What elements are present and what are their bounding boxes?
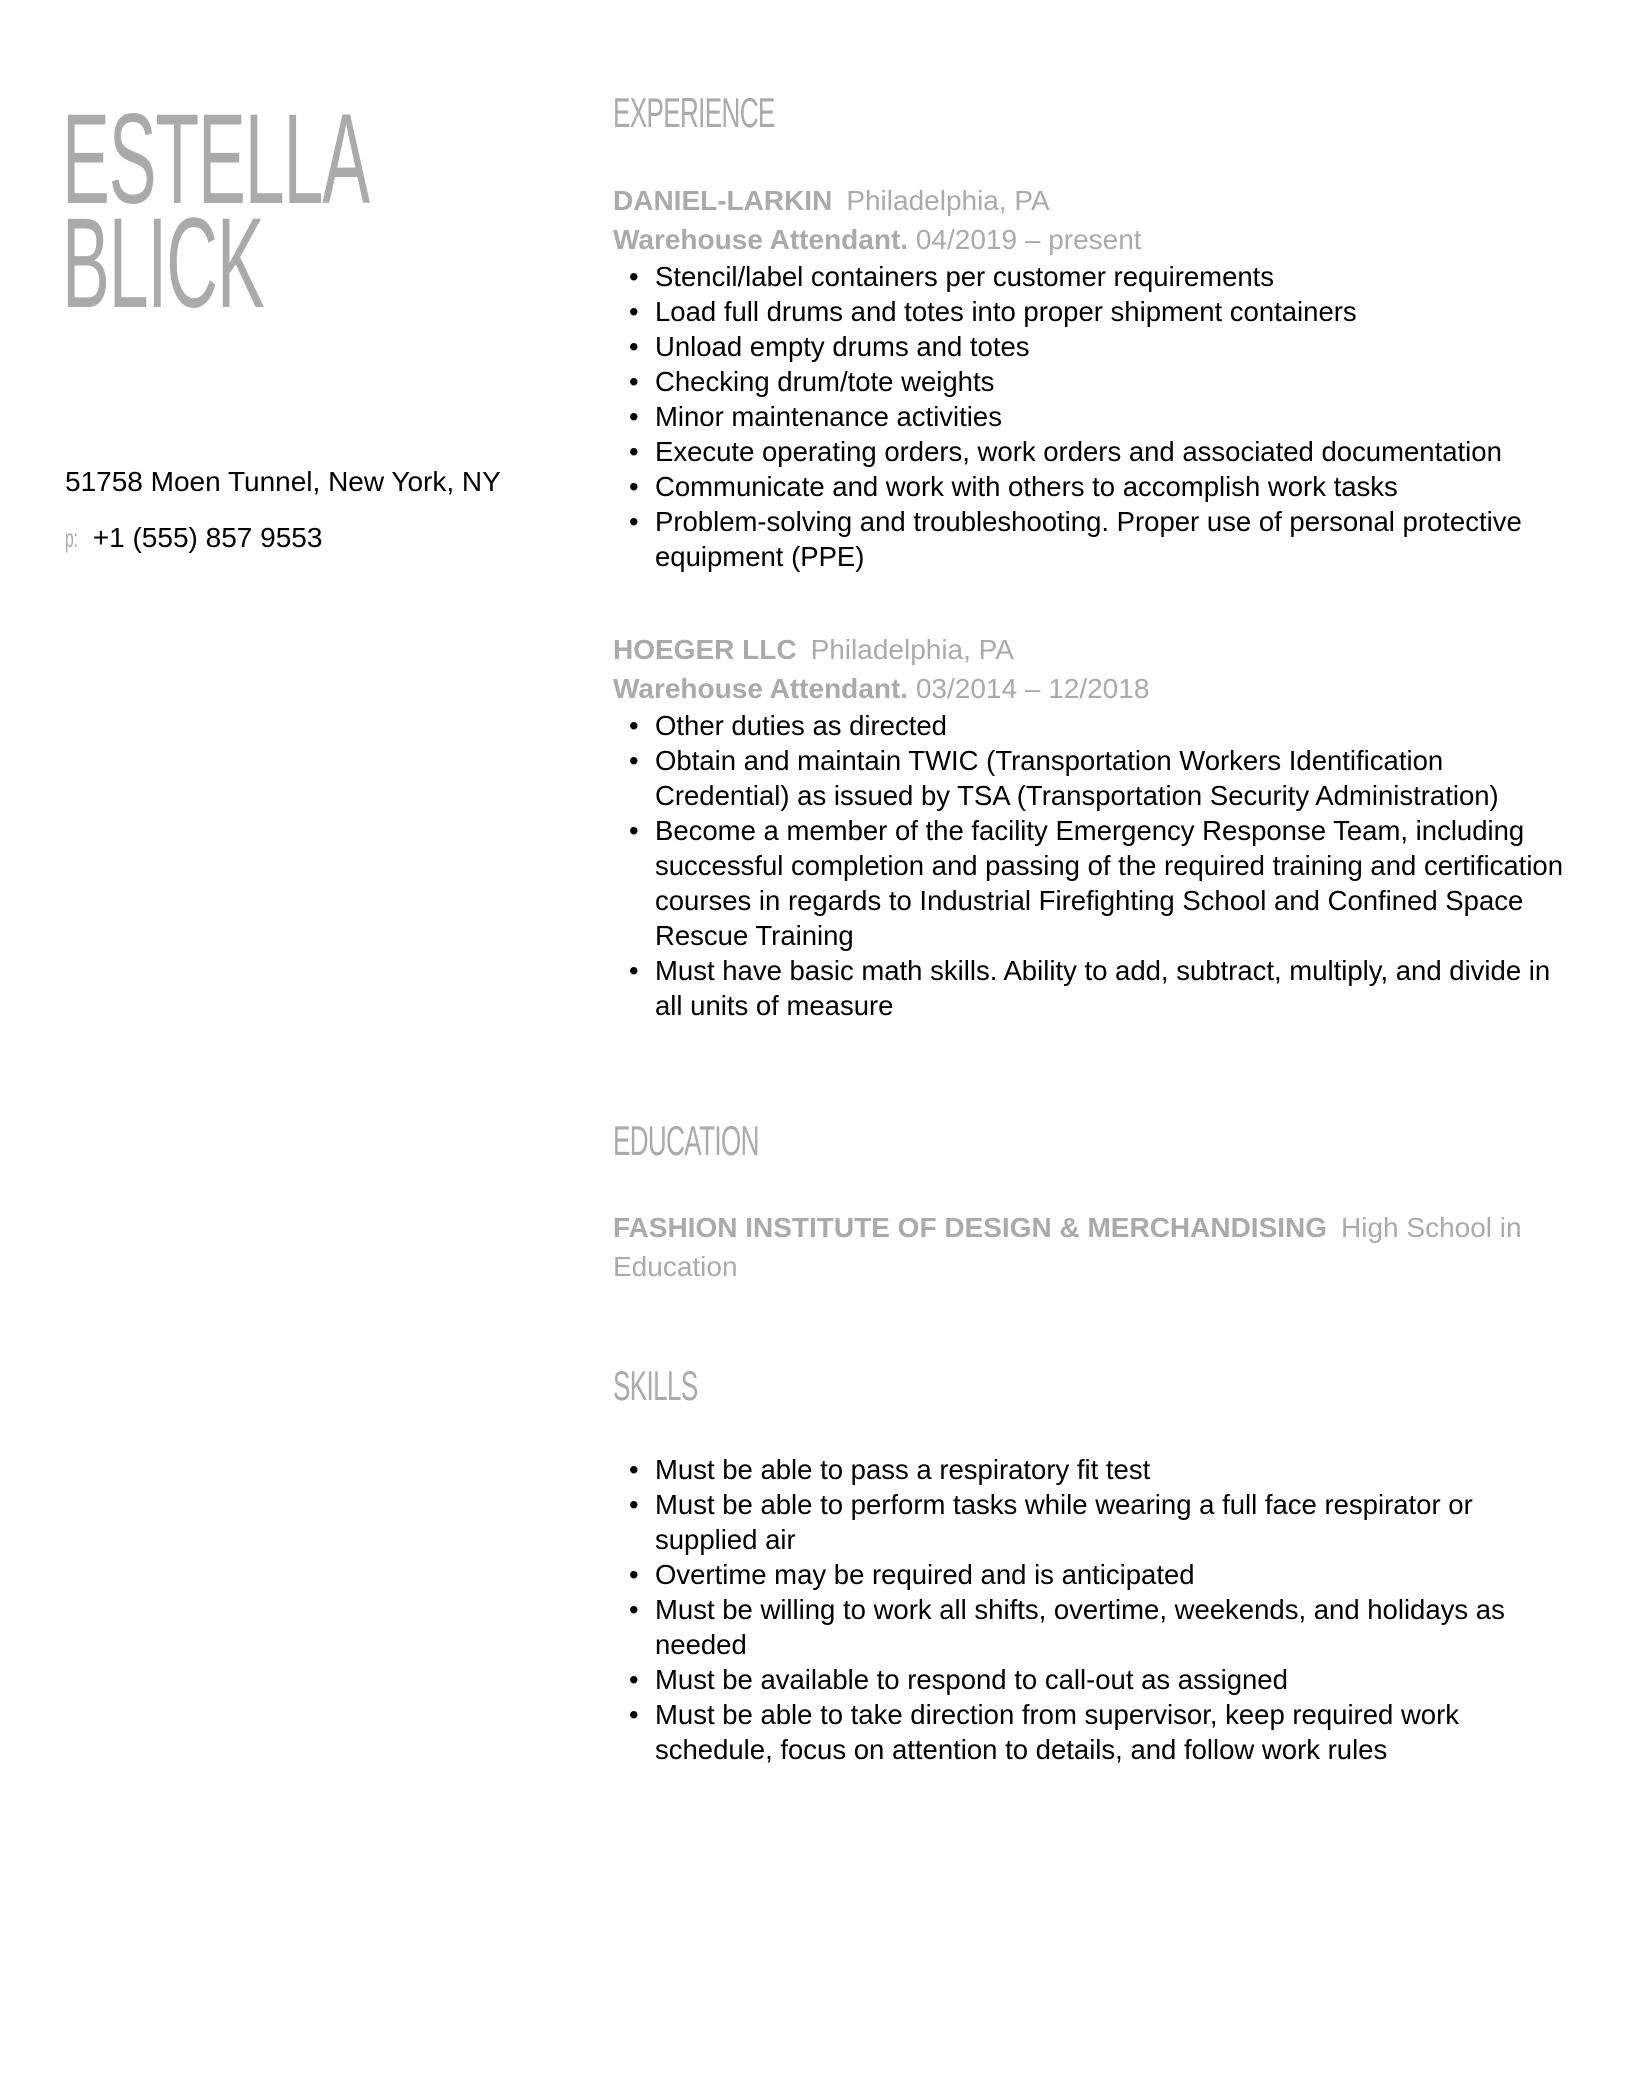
bullet: • Must have basic math skills. Ability to add, subtract, multiply, and divide in all units of measure <box>655 953 1573 1023</box>
name-first: ESTELLA <box>62 88 369 231</box>
job-dates: 04/2019 – present <box>915 224 1142 255</box>
company-location: Philadelphia, PA <box>846 185 1050 216</box>
degree: High School in Education <box>613 1212 1522 1282</box>
education-entry <box>613 1208 1563 1286</box>
bullet: • Other duties as directed <box>655 708 1573 743</box>
job-bullets <box>613 708 1573 1023</box>
job-dates: 03/2014 – 12/2018 <box>915 673 1150 704</box>
skill-item: • Must be willing to work all shifts, overtime, weekends, and holidays as needed <box>655 1592 1573 1662</box>
skills-heading: SKILLS <box>613 1362 698 1409</box>
company-name: HOEGER LLC <box>613 634 797 665</box>
skill-item: • Must be able to perform tasks while wearing a full face respirator or supplied air <box>655 1487 1573 1557</box>
job-entry <box>613 630 1573 1023</box>
school-name: FASHION INSTITUTE OF DESIGN & MERCHANDISING <box>613 1212 1328 1243</box>
job-entry <box>613 181 1573 574</box>
bullet: • Communicate and work with others to accomplish work tasks <box>655 469 1573 504</box>
bullet: • Unload empty drums and totes <box>655 329 1573 364</box>
company-row <box>613 181 1573 220</box>
skills-list <box>613 1452 1573 1767</box>
company-row <box>613 630 1573 669</box>
role-row <box>613 669 1573 708</box>
name-last: BLICK <box>62 192 264 335</box>
bullet: • Obtain and maintain TWIC (Transportation Workers Identification Credential) as issued by TSA (Transportation Security Administration) <box>655 743 1573 813</box>
education-heading: EDUCATION <box>613 1117 759 1164</box>
bullet: • Stencil/label containers per customer requirements <box>655 259 1573 294</box>
bullet: • Checking drum/tote weights <box>655 364 1573 399</box>
skill-item: • Overtime may be required and is anticipated <box>655 1557 1573 1592</box>
phone-label: p: <box>65 523 79 553</box>
bullet: • Problem-solving and troubleshooting. Proper use of personal protective equipment (PPE) <box>655 504 1573 574</box>
phone-number: +1 (555) 857 9553 <box>92 522 323 553</box>
company-location: Philadelphia, PA <box>810 634 1014 665</box>
company-name: DANIEL-LARKIN <box>613 185 833 216</box>
skill-item: • Must be able to pass a respiratory fit test <box>655 1452 1573 1487</box>
skill-item: • Must be available to respond to call-out as assigned <box>655 1662 1573 1697</box>
job-title: Warehouse Attendant. <box>613 673 909 704</box>
job-title: Warehouse Attendant. <box>613 224 909 255</box>
phone-row <box>65 522 322 554</box>
role-row <box>613 220 1573 259</box>
bullet: • Minor maintenance activities <box>655 399 1573 434</box>
bullet: • Execute operating orders, work orders and associated documentation <box>655 434 1573 469</box>
address: 51758 Moen Tunnel, New York, NY <box>65 466 501 497</box>
bullet: • Load full drums and totes into proper shipment containers <box>655 294 1573 329</box>
skill-item: • Must be able to take direction from supervisor, keep required work schedule, focus on attention to details, and follow work rules <box>655 1697 1573 1767</box>
experience-heading: EXPERIENCE <box>613 89 775 136</box>
job-bullets <box>613 259 1573 574</box>
bullet: • Become a member of the facility Emergency Response Team, including successful completion and passing of the required training and certification courses in regards to Industrial Firefighting School and Confined Space Rescue Training <box>655 813 1573 953</box>
skills-bullets <box>613 1452 1573 1767</box>
